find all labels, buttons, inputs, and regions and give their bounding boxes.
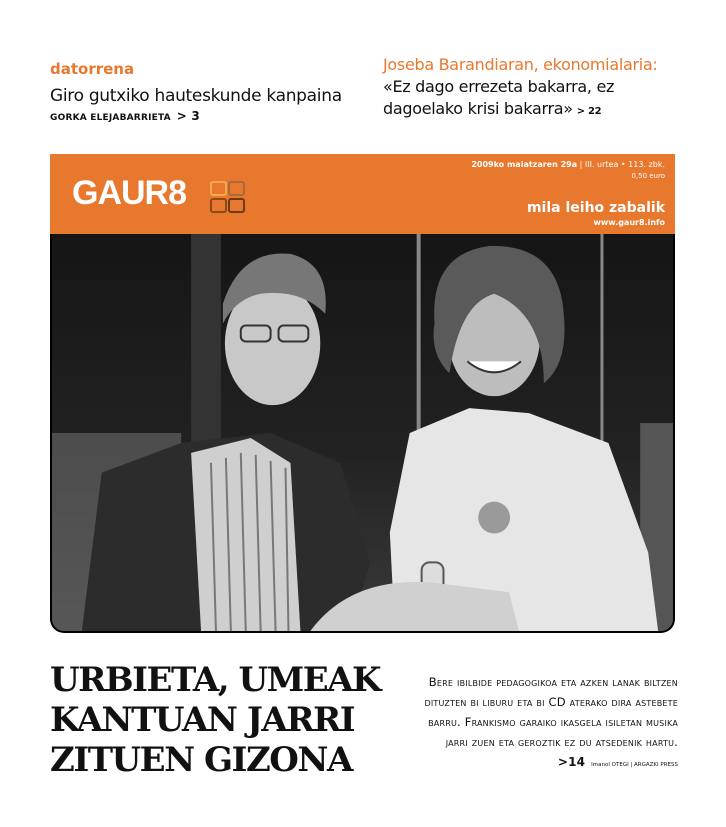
teaser-kicker: datorrena [50,60,135,78]
cover-photo [50,234,675,633]
cover-summary [420,672,678,775]
slogan: mila leiho zabalik [526,200,665,216]
summary-text: Bere ibilbide pedagogikoa eta azken lanak biltzen dituzten bi liburu eta bi CD aterako dira astebete barru. Frankismo garaiko ikasgela isiletan musika jarri zuen eta geroztik ez du atsedenik hartu. [424,675,678,749]
logo: GAUR8 [72,174,187,212]
page-ref[interactable]: >14 [557,755,586,769]
website-link[interactable]: www.gaur8.info [593,218,665,227]
photo-credit: Imanol OTEGI | ARGAZKI PRESS [591,762,678,768]
teaser-kicker: Joseba Barandiaran, ekonomialaria: [383,55,658,74]
teaser-quote-line2 [383,98,693,123]
page-ref[interactable]: > 3 [176,109,200,123]
issue-date: 2009ko maiatzaren 29a [471,160,578,169]
quote-text: dagoelako krisi bakarra» [383,99,573,118]
headline-line: ZITUEN GIZONA [50,740,352,780]
issue-info: | III. urtea • 113. zbk. [579,160,665,169]
price: 0,50 euro [631,172,665,180]
teaser-quote-line1: «Ez dago errezeta bakarra, ez [383,77,615,96]
teaser-left[interactable] [50,60,370,123]
page-ref[interactable]: > 22 [576,106,602,117]
cover-headline[interactable] [50,660,390,780]
headline-line: URBIETA, UMEAK [50,660,381,700]
masthead-banner [50,154,675,234]
teaser-title[interactable]: Giro gutxiko hauteskunde kanpaina [50,86,342,106]
headline-line: KANTUAN JARRI [50,700,355,740]
teaser-byline [50,109,370,123]
issue-meta [471,160,665,169]
teaser-right[interactable] [383,54,693,123]
logo-grid-icon [210,181,246,213]
byline-author: GORKA ELEJABARRIETA [50,113,171,123]
cover-photo-image [52,234,673,631]
